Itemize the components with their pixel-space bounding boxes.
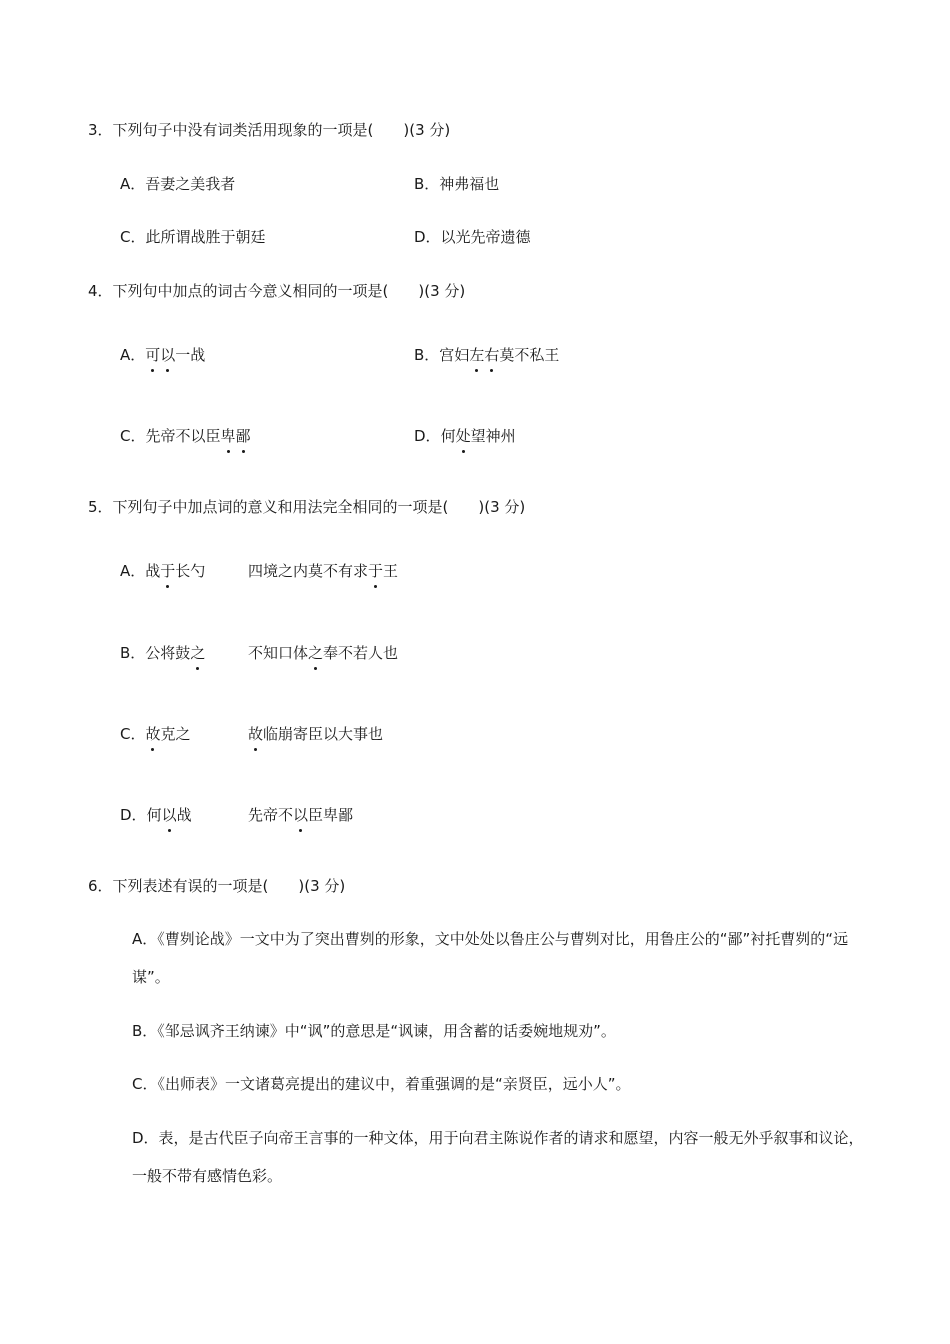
option-text: 臣卑鄙 [308,806,354,824]
q6-option-d: D．表，是古代臣子向帝王言事的一种文体，用于向君主陈说作者的请求和愿望，内容一般无外乎叙事和议论，一般不带有感情色彩。 [132,1129,864,1185]
option-text: 莫不私王 [499,346,560,364]
question-4-stem: 4．下列句中加点的词古今意义相同的一项是( )(3 分) [88,282,466,300]
option-label: C． [120,427,146,445]
dotted-char: 于 [368,562,384,580]
option-text: 公将鼓 [145,644,191,662]
q5-option-d [120,805,520,825]
option-label: B． [414,346,440,364]
dotted-char: 于 [160,562,176,580]
option-text: 一战 [175,346,206,364]
q4-option-c [120,426,251,446]
option-text: 先帝不 [248,806,294,824]
option-text: 战 [176,806,192,824]
q6-option-b: B．《邹忌讽齐王纳谏》中“讽”的意思是“讽谏，用含蓄的话委婉地规劝”。 [132,1022,616,1040]
dotted-char: 右 [484,346,500,364]
option-text: 长勺 [175,562,206,580]
option-text: 宫妇 [439,346,470,364]
dotted-char: 鄙 [235,427,251,445]
dotted-char: 故 [145,725,161,743]
q5-c-second-phrase [248,724,383,744]
dotted-char: 之 [190,644,206,662]
q3-option-c: C．此所谓战胜于朝廷 [120,228,266,246]
option-text: 四境之内莫不有求 [248,562,369,580]
option-text: 先帝不以臣 [145,427,221,445]
q3-option-a: A．吾妻之美我者 [120,175,236,193]
dotted-char: 之 [308,644,324,662]
q4-option-d [414,426,516,446]
option-text: 王 [383,562,399,580]
option-text: 奉不若人也 [323,644,399,662]
option-label: C． [120,725,146,743]
option-text: 战 [145,562,161,580]
q5-a-second-phrase [248,561,398,581]
dotted-char: 卑 [220,427,236,445]
option-label: D． [120,806,147,824]
option-text: 何 [440,427,456,445]
option-label: D． [414,427,441,445]
q6-option-c: C．《出师表》一文诸葛亮提出的建议中，着重强调的是“亲贤臣，远小人”。 [132,1075,631,1093]
dotted-char: 左 [469,346,485,364]
option-label: A． [120,562,146,580]
option-text: 望神州 [470,427,516,445]
option-text: 临崩寄臣以大事也 [263,725,384,743]
q5-option-a [120,561,520,581]
q3-option-d: D．以光先帝遗德 [414,228,531,246]
question-3-stem: 3．下列句子中没有词类活用现象的一项是( )(3 分) [88,121,451,139]
dotted-char: 故 [248,725,264,743]
option-text: 何 [146,806,162,824]
dotted-char: 可 [145,346,161,364]
dotted-char: 以 [160,346,176,364]
option-text: 不知口体 [248,644,309,662]
option-label: A． [120,346,146,364]
q4-option-a [120,345,205,365]
q5-option-c [120,724,520,744]
option-label: B． [120,644,146,662]
q5-option-b [120,643,520,663]
option-text: 克之 [160,725,191,743]
q5-d-second-phrase [248,805,353,825]
q6-option-a: A．《曹刿论战》一文中为了突出曹刿的形象，文中处处以鲁庄公与曹刿对比，用鲁庄公的“鄙”衬托曹刿的“远谋”。 [132,930,849,986]
question-5-stem: 5．下列句子中加点词的意义和用法完全相同的一项是( )(3 分) [88,498,526,516]
q3-option-b: B．神弗福也 [414,175,500,193]
q5-b-second-phrase [248,643,398,663]
question-6-stem: 6．下列表述有误的一项是( )(3 分) [88,877,346,895]
dotted-char: 以 [293,806,309,824]
dotted-char: 以 [161,806,177,824]
q4-option-b [414,345,559,365]
dotted-char: 处 [455,427,471,445]
